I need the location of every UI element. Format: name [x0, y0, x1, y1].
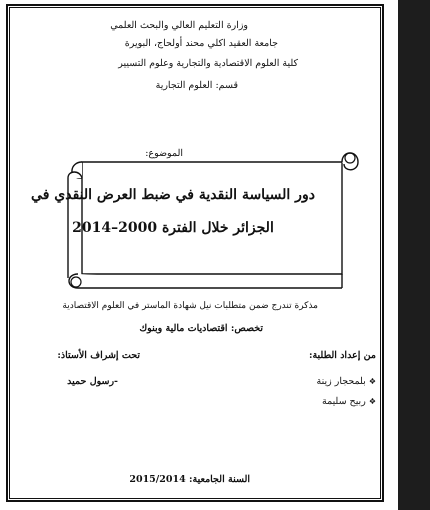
- department-line: قسم: العلوم التجارية: [155, 80, 238, 91]
- ministry-line: وزارة التعليم العالي والبحث العلمي: [110, 20, 248, 31]
- student-name-1-text: بلمحجار زينة: [316, 376, 366, 387]
- academic-year: [129, 474, 250, 486]
- memo-line: مذكرة تندرج ضمن متطلبات نيل شهادة الماستر في العلوم الاقتصادية: [62, 301, 318, 311]
- supervisor-label: تحت إشراف الأستاذ:: [57, 350, 140, 361]
- university-line: جامعة العقيد اكلي محند أولحاج، البويرة: [124, 38, 278, 49]
- bullet-icon: ❖: [368, 377, 376, 386]
- supervisor-name: -رسول حميد: [67, 376, 118, 387]
- academic-year-value: 2015/2014: [129, 474, 186, 485]
- viewer-dark-margin: [398, 0, 430, 510]
- student-name-1: [317, 376, 376, 388]
- specialization-line: تخصص: اقتصاديات مالية وبنوك: [139, 323, 263, 334]
- student-name-2-text: ربيح سليمة: [321, 396, 366, 407]
- thesis-title-line-2: الجزائر خلال الفترة 2000–2014: [72, 220, 274, 236]
- students-label: من إعداد الطلبة:: [308, 350, 376, 361]
- subject-label: الموضوع:: [145, 148, 183, 159]
- faculty-line: كلية العلوم الاقتصادية والتجارية وعلوم التسيير: [118, 58, 298, 69]
- thesis-title-line-1: دور السياسة النقدية في ضبط العرض النقدي في: [31, 187, 315, 203]
- title-scroll-banner: [60, 140, 360, 290]
- bullet-icon: ❖: [368, 397, 376, 406]
- academic-year-label: السنة الجامعية:: [189, 474, 250, 485]
- student-name-2: [322, 396, 376, 408]
